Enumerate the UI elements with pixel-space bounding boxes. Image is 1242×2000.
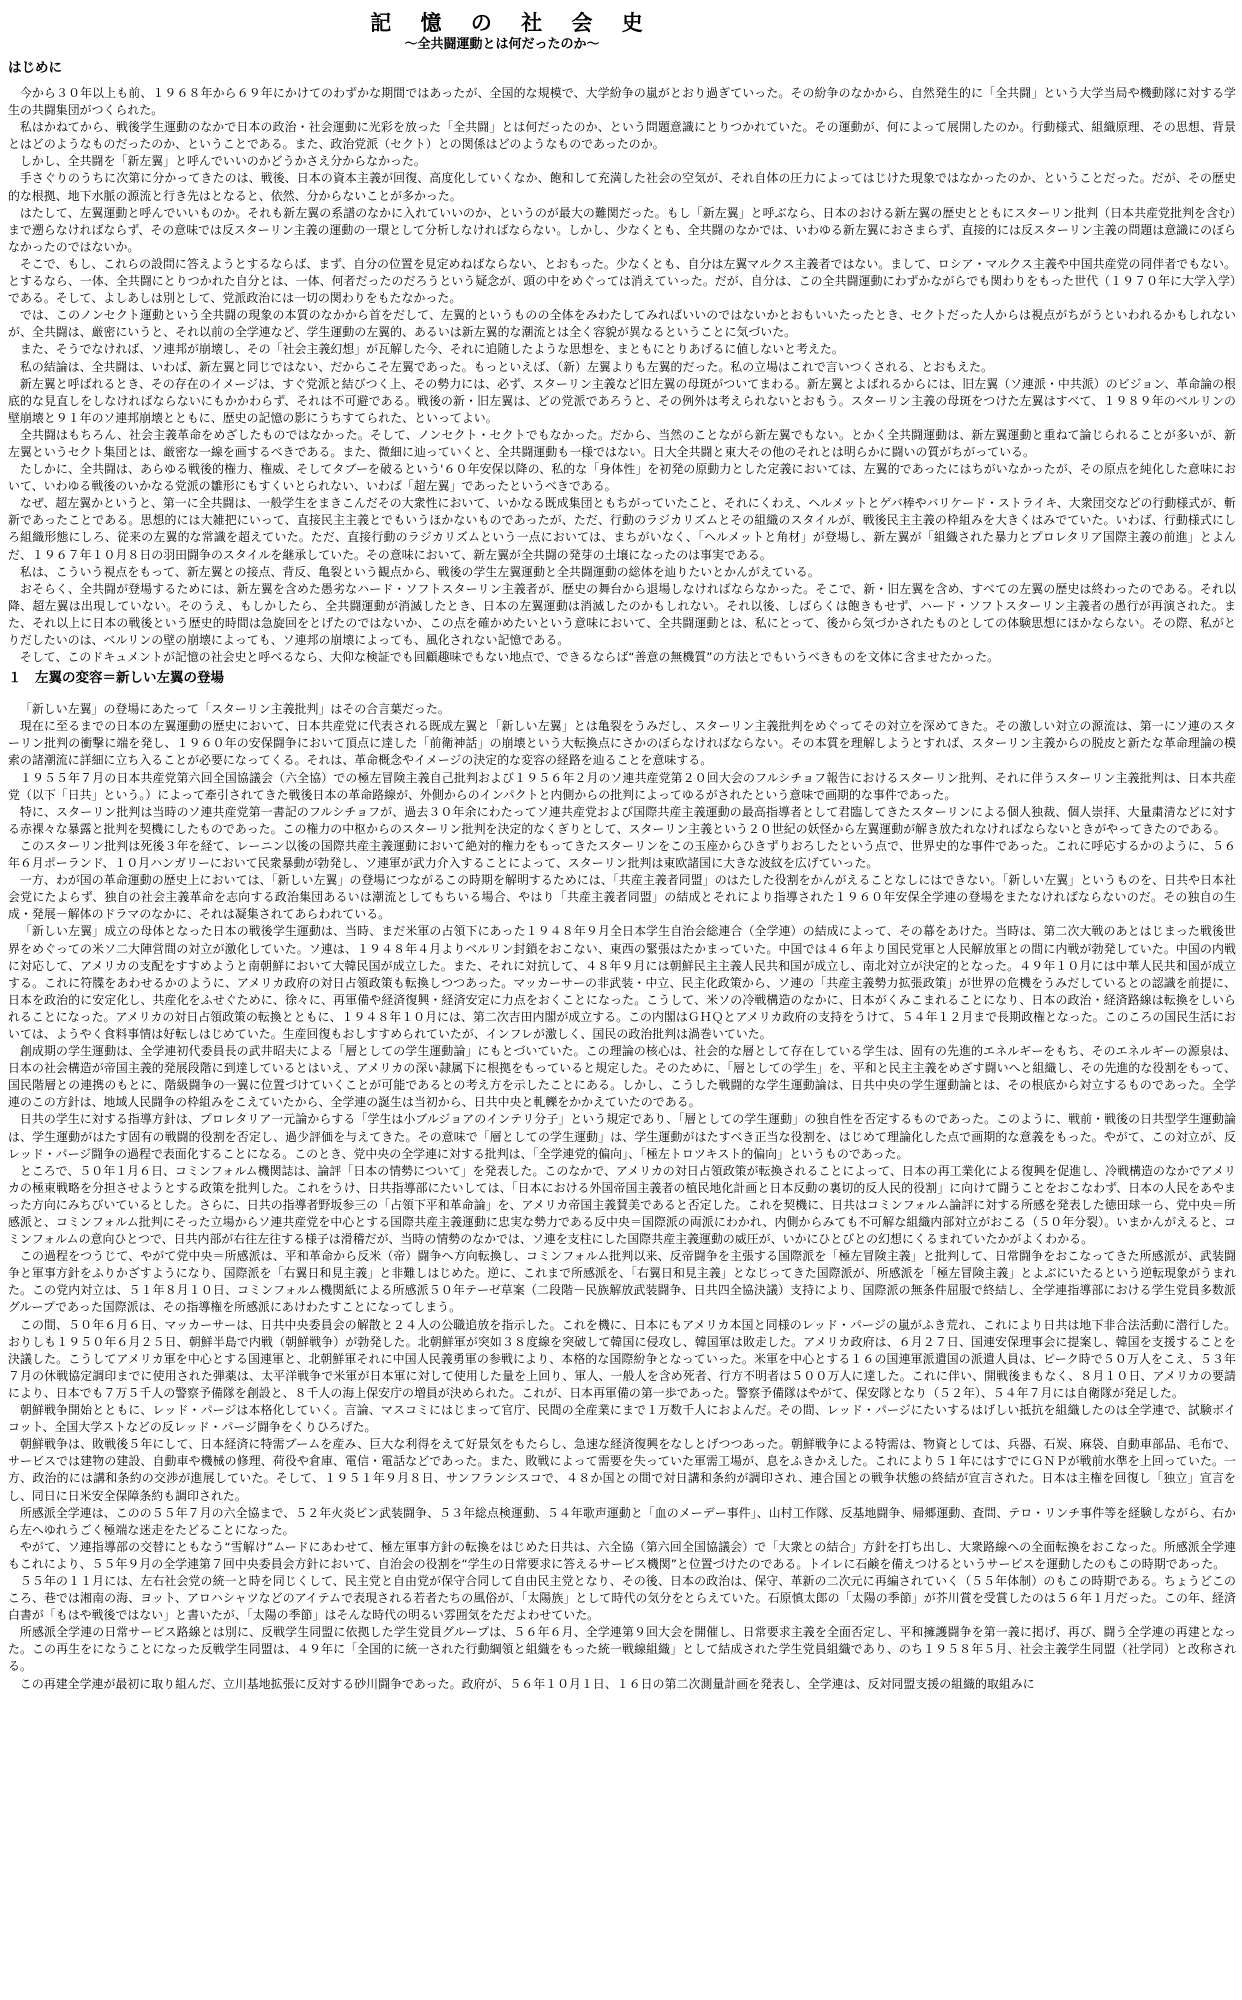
document-page [8,8,1236,1998]
paragraph: そして、このドキュメントが記憶の社会史と呼べるなら、大仰な検証でも回顧趣味でもない地点で、できるならば“善意の無機質”の方法とでもいうべきものを文体に含ませたかった。 [19,650,1000,665]
paragraph: はたして、左翼運動と呼んでいいものか。それも新左翼の系譜のなかに入れていいのか、というのが最大の難関だった。もし「新左翼」と呼ぶなら、日本のおける新左翼の歴史とともにスターリン批判（日本共産党批判を含む）まで遡らなければならず、その意味では反スターリン主義の運動の一環として分析しなければならない。しかし、少なくとも、全共闘のなかでは、いわゆる新左翼におさまらず、直接的には反スターリン主義の問題は意識にのぼらなかったのではないか。 [8,205,1236,254]
intro-heading: はじめに [8,60,62,76]
paragraph: 日共の学生に対する指導方針は、プロレタリア一元論からする「学生は小ブルジョアのインテリ分子」という規定であり、「層としての学生運動」の独自性を否定するものであった。このように、戦前・戦後の日共型学生運動論は、学生運動がはたす固有の戦闘的役割を否定し、過少評価を与えてきた。その意味で「層としての学生運動」は、学生運動がはたすべき正当な役割を、はじめて理論化した点で画期的な意義をもった。やがて、この対立が、反レッド・パージ闘争の過程で表面化することになる。このとき、党中央の全学連に対する批判は、「全学連党的偏向」、「極左トロツキスト的偏向」というものであった。 [8,1112,1236,1161]
paragraph: このスターリン批判は死後３年を経て、レーニン以後の国際共産主義運動において絶対的権力をもってきたスターリンをこの玉座からひきずりおろしたという点で、世界史的な事件であった。これに呼応するかのように、５６年６月ポーランド、１０月ハンガリーにおいて民衆暴動が勃発し、ソ連軍が武力介入することによって、スターリン批判は東欧諸国に大きな波紋を広げていった。 [8,838,1236,871]
paragraph: 私の結論は、全共闘は、いわば、新左翼と同じではない、だからこそ左翼であった。もっといえば、（新）左翼よりも左翼的だった。私の立場はこれで言いつくされる、とおもえた。 [19,359,993,374]
paragraph: 私はかねてから、戦後学生運動のなかで日本の政治・社会運動に光彩を放った「全共闘」とは何だったのか、という問題意識にとりつかれていた。その運動が、何によって展開したのか。行動様式、組織原理、その思想、背景とはどのようなものだったのか、ということである。また、政治党派（セクト）との関係はどのようなものであったのか。 [8,120,1236,152]
paragraph: この間、５０年６月６日、マッカーサーは、日共中央委員会の解散と２４人の公職追放を指示した。これを機に、日本にもアメリカ本国と同様のレッド・パージの嵐がふき荒れ、これにより日共は地下非合法活動に潜行した。おりしも１９５０年６月２５日、朝鮮半島で内戦（朝鮮戦争）が勃発した。北朝鮮軍が突如３８度線を突破して韓国に侵攻し、韓国軍は敗走した。アメリカ政府は、６月２７日、国連安保理事会に提案し、韓国を支援することを決議した。こうしてアメリカ軍を中心とする国連軍と、北朝鮮軍それに中国人民義勇軍の参戦により、本格的な国際紛争となっていった。米軍を中心とする１６の国連軍派遣国の派遣人員は、ピーク時で５０万人をこえ、５３年７月の休戦協定調印までに使用された弾薬は、太平洋戦争で米軍が日本軍に対して使用した量を上回り、軍人、一般人を含め死者、行方不明者は５００万人に達した。これに伴い、開戦後まもなく、８月１０日、アメリカの要請により、日本でも７万５千人の警察予備隊を創設と、８千人の海上保安庁の増員が決められた。これが、日本再軍備の第一歩であった。警察予備隊はやがて、保安隊となり（５２年）、５４年７月には自衛隊が発足した。 [8,1317,1236,1400]
paragraph: では、このノンセクト運動という全共闘の現象の本質のなかから首をだして、左翼的というものの全体をみわたしてみればいいのではないかとおもいいたったとき、セクトだった人からは視点がちがうといわれるかもしれないが、全共闘は、厳密にいうと、それ以前の全学連など、学生運動の左翼的、あるいは新左翼的な潮流とは全く容貌が異なるということに気づいた。 [8,308,1236,340]
paragraph: 所感派全学連の日常サービス路線とは別に、反戦学生同盟に依拠した学生党員グループは、５６年６月、全学連第９回大会を開催し、日常要求主義を全面否定し、平和擁護闘争を第一義に掲げ、再び、闘う全学連の再建となった。この再生をになうことになった反戦学生同盟は、４９年に「全国的に統一された行動綱領と組織をもった統一戦線組織」として結成された学生党員組織であり、のち１９５８年５月、社会主義学生同盟（社学同）と改称される。 [8,1625,1236,1674]
paragraph: 「新しい左翼」の登場にあたって「スターリン主義批判」はその合言葉だった。 [19,702,450,717]
page-title: 記 憶 の 社 会 史 [370,11,654,35]
paragraph: 特に、スターリン批判は当時のソ連共産党第一書記のフルシチョフが、過去３０年余にわたってソ連共産党および国際共産主義運動の最高指導者として君臨してきたスターリンによる個人独裁、個人崇拝、大量粛清などに対する赤裸々な暴露と批判を契機にしたものであった。この権力の中枢からのスターリン批判を決定的なくぎりとして、スターリン主義という２０世紀の妖怪から左翼運動が解き放たれなければならないときがやってきたのである。 [8,804,1236,836]
paragraph: この過程をつうじて、やがて党中央＝所感派は、平和革命から反米（帝）闘争へ方向転換し、コミンフォルム批判以来、反帝闘争を主張する国際派を「極左冒険主義」と批判して、日常闘争をおこなってきた所感派が、武装闘争と軍事方針をふりかざすようになり、国際派を「右翼日和見主義」と非難しはじめた。逆に、これまで所感派を、「右翼日和見主義」となじってきた国際派が、所感派を「極左冒険主義」とよぶにいたるという逆転現象がうまれた。この党内対立は、５１年８月１０日、コミンフォルム機関紙による所感派５０年テーゼ草案（二段階－民族解放武装闘争、日共四全協決議）支持により、国際派の無条件屈服で終結し、全学連指導部における学生党員多数派グループであった国際派は、その指導権を所感派にあけわたすことになってしまう。 [8,1249,1236,1315]
paragraph: 創成期の学生運動は、全学連初代委員長の武井昭夫による「層としての学生運動論」にもとづいていた。この理論の核心は、社会的な層として存在している学生は、固有の先進的エネルギーをもち、そのエネルギーの源泉は、日本の社会構造が帝国主義的発展段階に到達しているとはいえ、アメリカの深い隷属下に根拠をもっていると規定した。そのために、「層としての学生」を、平和と民主主義をめざす闘いへと組織し、その先進的な役割をもって、国民階層との連携のもとに、階級闘争の一翼に位置づけていくことが可能であるとの考え方を示したことにある。しかし、こうした戦闘的な学生運動論は、日共中央の学生運動論とは、その根底から対立するものであった。全学連のこの方針は、地域人民闘争の枠組みをこえていたから、全学連の誕生は当初から、日共中央と軋轢をかかえていたのである。 [8,1044,1236,1110]
paragraph: ところで、５０年１月６日、コミンフォルム機関誌は、論評「日本の情勢について」を発表した。このなかで、アメリカの対日占領政策が転換されることによって、日本の再工業化による復興を促進し、冷戦構造のなかでアメリカの極東戦略を分担させようとする政策を批判した。これをうけ、日共指導部にたいしては、「日本における外国帝国主義者の植民地化計画と日本反動の裏切的反人民的役割」に向けて闘うことをおこなわず、日本の人民をあやまった方向にみちびいているとした。さらに、日共の指導者野坂参三の「占領下平和革命論」を、アメリカ帝国主義賛美であると否定した。これを契機に、日共はコミンフォルム論評に対する所感を発表した徳田球一ら、党中央＝所感派と、コミンフォルム批判にそった立場からソ連共産党を中心とする国際共産主義運動に忠実な勢力である反中央＝国際派の両派にわかれ、内側からみても不可解な組織内部対立がおこる（５０年分裂）。いまかんがえると、コミンフォルムの意向ひとつで、日共内部が右往左往する様子は滑稽だが、当時の情勢のなかでは、ソ連を支柱にした国際共産主義運動の威圧が、いかにひとびとの幻想にくるまれていたかがよくわかる。 [8,1163,1236,1247]
paragraph: この再建全学連が最初に取り組んだ、立川基地拡張に反対する砂川闘争であった。政府が、５６年１０月１日、１６日の第二次測量計画を発表し、全学連は、反対同盟支援の組織的取組みに [19,1676,1035,1691]
paragraph: 今から３０年以上も前、１９６８年から６９年にかけてのわずかな期間ではあったが、全国的な規模で、大学紛争の嵐がとおり過ぎていった。その紛争のなかから、自然発生的に「全共闘」という大学当局や機動隊に対する学生の共闘集団がつくられた。 [8,86,1236,118]
paragraph: 手さぐりのうちに次第に分かってきたのは、戦後、日本の資本主義が回復、高度化していくなか、飽和して充満した社会の空気が、それ自体の圧力によってはじけた現象ではなかったのか、ということだった。だが、その歴史的な根拠、地下水脈の源流と行き先はとなると、依然、分からないことが多かった。 [8,171,1236,203]
paragraph: ５５年の１１月には、左右社会党の統一と時を同じくして、民主党と自由党が保守合同して自由民主党となり、その後、日本の政治は、保守、革新の二次元に再編されていく（５５年体制）のもこの時期である。ちょうどこのころ、巷では湘南の海、ヨット、アロハシャツなどのアイテムで表現される若者たちの風俗が、「太陽族」として時代の気分をとらえていた。石原慎太郎の「太陽の季節」が芥川賞を受賞したのは５６年１月だった。この年、経済白書が「もはや戦後ではない」と書いたが、「太陽の季節」はそんな時代の明るい雰囲気をただよわせていた。 [8,1573,1236,1623]
paragraph: 所感派全学連は、このの５５年７月の六全協まで、５２年火炎ビン武装闘争、５３年総点検運動、５４年歌声運動と「血のメーデー事件」、山村工作隊、反基地闘争、帰郷運動、査問、テロ・リンチ事件等を経験しながら、右から左へゆれうごく極端な迷走をたどることになった。 [8,1505,1236,1537]
paragraph: 朝鮮戦争は、敗戦後５年にして、日本経済に特需ブームを産み、巨大な利得をえて好景気をもたらし、急速な経済復興をなしとげつつあった。朝鮮戦争による特需は、物資としては、兵器、石炭、麻袋、自動車部品、毛布で、サービスでは建物の建設、自動車や機械の修理、荷役や倉庫、電信・電話などであった。また、敗戦によって需要を失っていた軍需工場が、息をふきかえした。これにより５１年にはすでにＧＮＰが戦前水準を上回っていた。一方、政治的には講和条約の交渉が進展していた。そして、１９５１年９月８日、サンフランシスコで、４８か国との間で対日講和条約が調印され、連合国との戦争状態の終結が宣言された。日本は主権を回復し「独立」宣言をし、同日に日米安全保障条約も調印された。 [8,1437,1236,1503]
paragraph: 私は、こういう視点をもって、新左翼との接点、背反、亀裂という観点から、戦後の学生左翼運動と全共闘運動の総体を辿りたいとかんがえている。 [19,564,820,579]
paragraph: 朝鮮戦争開始とともに、レッド・パージは本格化していく。言論、マスコミにはじまって官庁、民間の全産業にまで１万数千人におよんだ。その間、レッド・パージにたいするはげしい抵抗を組織したのは全学連で、試験ボイコット、全国大学ストなどの反レッド・パージ闘争をくりひろげた。 [8,1403,1236,1435]
paragraph: 「新しい左翼」成立の母体となった日本の戦後学生運動は、当時、まだ米軍の占領下にあった１９４８年９月全日本学生自治会総連合（全学連）の結成によって、その幕をあけた。当時は、第二次大戦のあとはじまった戦後世界をめぐっての米ソ二大陣営間の対立が激化していた。ソ連は、１９４８年４月よりベルリン封鎖をおこない、東西の緊張はたかまっていた。中国では４６年より国民党軍と人民解放軍との間に内戦が勃発していた。中国の内戦に対応して、アメリカの支配をすすめようと南朝鮮において大韓民国が成立した。また、それに対抗して、４８年９月には朝鮮民主主義人民共和国が成立し、南北対立が決定的となった。４９年１０月には中華人民共和国が成立する。これに符牒をあわせるかのように、アメリカ政府の対日占領政策も転換しつつあった。マッカーサーの非武装・中立、民主化政策から、ソ連の「共産主義勢力拡張政策」が世界の危機をうみだしているとの認識を前提に、日本を政治的に安定化し、共産化をふせぐために、徐々に、再軍備や経済復興・経済安定に力点をおくことになった。こうして、米ソの冷戦構造のなかに、日本がくみこまれることになり、日本の政治・経済路線は転換をしいられることになった。アメリカの対日占領政策の転換とともに、１９４８年１０月には、第二次吉田内閣が成立する。この内閣はＧＨＱとアメリカ政府の支持をうけて、５４年１２月まで長期政権となった。このころの国民生活においては、ようやく食料事情は好転しはじめていた。生産回復もおしすすめられていたが、インフレが激しく、国民の政治批判は渦巻いていた。 [8,924,1236,1041]
paragraph: 一方、わが国の革命運動の歴史上においては、「新しい左翼」の登場につながるこの時期を解明するためには、「共産主義者同盟」のはたした役割をかんがえることなしにはできない。「新しい左翼」というものを、日共や日本社会党にたよらず、独自の社会主義革命を志向する政治集団あるいは潮流としてもちいる場合、やはり「共産主義者同盟」の結成とそれにより指導された１９６０年安保全学連の登場をまたなければならないのだ。その独自の生成・発展－解体のドラマのなかに、それは凝集されてあらわれている。 [8,873,1236,922]
paragraph: 新左翼と呼ばれるとき、その存在のイメージは、すぐ党派と結びつく上、その勢力には、必ず、スターリン主義など旧左翼の母斑がついてまわる。新左翼とよばれるからには、旧左翼（ソ連派・中共派）のビジョン、革命論の根底的な見直しをしなければならないにもかかわらず、それは不可避である。戦後の新・旧左翼は、どの党派であろうと、その例外は考えられないとおもう。スターリン主義の母斑をつけた左翼はすべて、１９８９年のベルリンの壁崩壊と９１年のソ連邦崩壊とともに、歴史の記憶の影にうちすてられた、といってよい。 [8,376,1236,425]
paragraph: しかし、全共闘を「新左翼」と呼んでいいのかどうかさえ分からなかった。 [19,154,426,169]
intro-body [8,85,1236,666]
page-subtitle: ～全共闘運動とは何だったのか～ [404,37,600,52]
paragraph: そこで、もし、これらの設問に答えようとするならば、まず、自分の位置を見定めねばならない、とおもった。少なくとも、自分は左翼マルクス主義者ではない。まして、ロシア・マルクス主義や中国共産党の同伴者でもない。とするなら、一体、全共闘にとりつかれた自分とは、一体、何者だったのだろうという疑念が、頭の中をめぐっては消えていった。だが、自分は、この全共闘運動にわずかながらでも関わりをもった世代（１９７０年に大学入学）である。そして、よしあしは別として、党派政治には一切の関わりをもたなかった。 [8,256,1236,306]
paragraph: おそらく、全共闘が登場するためには、新左翼を含めた愚劣なハード・ソフトスターリン主義者が、歴史の舞台から退場しなければならなかった。そこで、新・旧左翼を含め、すべての左翼の歴史は終わったのである。それ以降、超左翼は出現していない。そのうえ、もしかしたら、全共闘運動が消滅したとき、日本の左翼運動は消滅したのかもしれない。それ以後、しばらくは飽きもせず、ハード・ソフトスターリン主義者の愚行が再演された。また、それ以上に日本の戦後という歴史的時間は急旋回をとげたのではないか、この点を確かめたいという意味において、全共闘運動とは、私にとって、後から気づかされたものとしての体験思想にほかならない。その際、私がとりだしたいのは、ベルリンの壁の崩壊によっても、ソ連邦の崩壊によっても、風化されない記憶である。 [8,581,1236,647]
paragraph: やがて、ソ連指導部の交替にともなう“雪解け”ムードにあわせて、極左軍事方針の転換をはじめた日共は、六全協（第六回全国協議会）で「大衆との結合」方針を打ち出し、大衆路線への全面転換をおこなった。所感派全学連もこれにより、５５年９月の全学連第７回中央委員会方針において、自治会の役割を“学生の日常要求に答えるサービス機関”と位置づけたのである。トイレに石鹸を備えつけるというサービスを運動したのもこの時期であった。 [8,1539,1236,1571]
paragraph: なぜ、超左翼かというと、第一に全共闘は、一般学生をまきこんだその大衆性において、いかなる既成集団ともちがっていたこと、それにくわえ、ヘルメットとゲバ棒やバリケード・ストライキ、大衆団交などの行動様式が、斬新であったことである。思想的には大雑把にいって、直接民主主義とでもいうほかないものであったが、ただ、行動のラジカリズムとその組織のスタイルが、戦後民主主義の枠組みを大きくはみでていた。いわば、行動様式にしろ組織形態にしろ、従来の左翼的な常識を超えていた。ただ、直接行動のラジカリズムという一点においては、まちがいなく、「ヘルメットと角材」が登場し、新左翼が「組織された暴力とプロレタリア国際主義の前進」とよんだ、１９６７年１０月８日の羽田闘争のスタイルを継承していた。その意味において、新左翼が全共闘の発芽の土壌になったのは事実である。 [8,496,1236,562]
paragraph: 現在に至るまでの日本の左翼運動の歴史において、日本共産党に代表される既成左翼と「新しい左翼」とは亀裂をうみだし、スターリン主義批判をめぐってその対立を深めてきた。その激しい対立の源流は、第一にソ連のスターリン批判の衝撃に端を発し、１９６０年の安保闘争において頂点に達した「前衛神話」の崩壊という大転換点にさかのぼらなければならない。その本質を理解しようとすれば、スターリン主義からの脱皮と新たな革命理論の模索の諸潮流に詳細に立ち入ることが必要になってくる。それは、革命概念やイメージの決定的な変容の経路を辿ることを意味する。 [8,719,1236,768]
paragraph: 全共闘はもちろん、社会主義革命をめざしたものではなかった。そして、ノンセクト・セクトでもなかった。だから、当然のことながら新左翼でもない。とかく全共闘運動は、新左翼運動と重ねて論じられることが多いが、新左翼というセクト集団とは、厳密な一線を画するべきである。また、微細に辿っていくと、全共闘運動も一様ではない。日大全共闘と東大その他のそれとは明らかに闘いの質がちがっている。 [8,427,1236,459]
section-heading: １ 左翼の変容＝新しい左翼の登場 [8,670,224,687]
paragraph: また、そうでなければ、ソ連邦が崩壊し、その「社会主義幻想」が瓦解した今、それに追随したような思想を、まともにとりあげるに値しないと考えた。 [19,342,844,357]
paragraph: たしかに、全共闘は、あらゆる戦後的権力、権威、そしてタブーを破るという'６０年安保以降の、私的な「身体性」を初発の原動力とした定義においては、左翼的であったにはちがいなかったが、その原点を純化した意味において、いわゆる戦後のいかなる党派の雛形にもすくいとられない、いわば「超左翼」であったというべきである。 [8,462,1236,494]
paragraph: １９５５年７月の日本共産党第六回全国協議会（六全協）での極左冒険主義自己批判および１９５６年２月のソ連共産党第２０回大会のフルシチョフ報告におけるスターリン批判、それに伴うスターリン主義批判は、日本共産党（以下「日共」という。）によって牽引されてきた戦後日本の革命路線が、外側からのインパクトと内側からの批判によってゆるがされたという意味で画期的な事件であった。 [8,770,1236,802]
section-body [8,701,1236,1692]
